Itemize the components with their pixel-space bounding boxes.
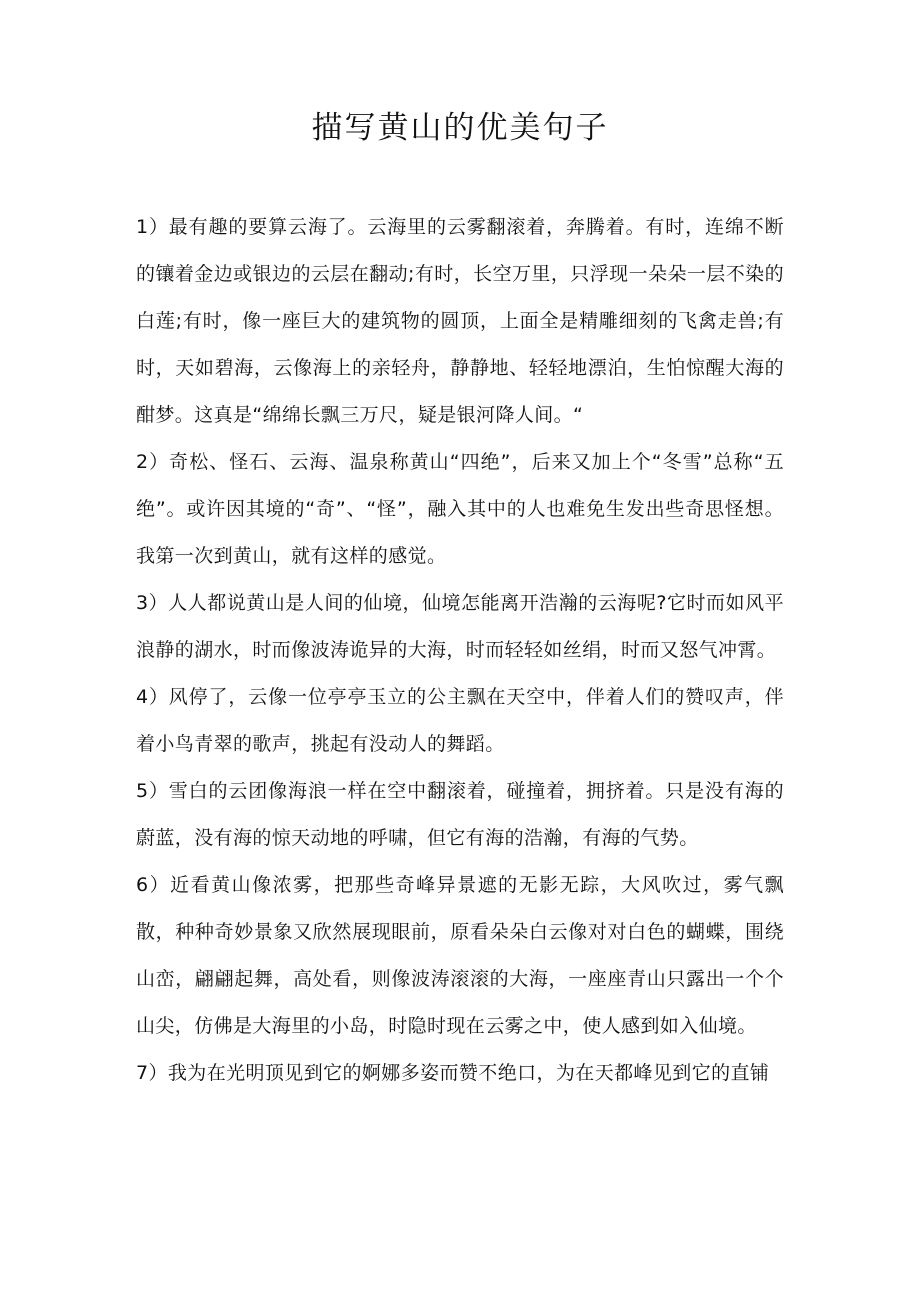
paragraph-2: 2）奇松、怪石、云海、温泉称黄山“四绝”，后来又加上个“冬雪”总称“五绝”。或许因其境的“奇”、“怪”，融入其中的人也难免生发出些奇思怪想。我第一次到黄山，就有这样的感觉。 — [136, 451, 784, 567]
paragraph-4: 4）风停了，云像一位亭亭玉立的公主飘在天空中，伴着人们的赞叹声，伴着小鸟青翠的歌声，挑起有没动人的舞蹈。 — [136, 686, 784, 755]
paragraph-7: 7）我为在光明顶见到它的婀娜多姿而赞不绝口，为在天都峰见到它的直铺 — [136, 1062, 770, 1084]
paragraph-3: 3）人人都说黄山是人间的仙境，仙境怎能离开浩瀚的云海呢?它时而如风平浪静的湖水，时而像波涛诡异的大海，时而轻轻如丝绢，时而又怒气冲霄。 — [136, 592, 784, 661]
paragraph-1: 1）最有趣的要算云海了。云海里的云雾翻滚着，奔腾着。有时，连绵不断的镶着金边或银边的云层在翻动;有时，长空万里，只浮现一朵朵一层不染的白莲;有时，像一座巨大的建筑物的圆顶，上面全是精雕细刻的飞禽走兽;有时，天如碧海，云像海上的亲轻舟，静静地、轻轻地漂泊，生怕惊醒大海的酣梦。这真是“绵绵长飘三万尺，疑是银河降人间。“ — [136, 216, 784, 426]
document-body — [136, 204, 784, 1097]
paragraph-5: 5）雪白的云团像海浪一样在空中翻滚着，碰撞着，拥挤着。只是没有海的蔚蓝，没有海的惊天动地的呼啸，但它有海的浩瀚，有海的气势。 — [136, 780, 784, 849]
page-title: 描写黄山的优美句子 — [311, 110, 609, 146]
paragraph-6: 6）近看黄山像浓雾，把那些奇峰异景遮的无影无踪，大风吹过，雾气飘散，种种奇妙景象又欣然展现眼前，原看朵朵白云像对对白色的蝴蝶，围绕山峦，翩翩起舞，高处看，则像波涛滚滚的大海，一座座青山只露出一个个山尖，仿佛是大海里的小岛，时隐时现在云雾之中，使人感到如入仙境。 — [136, 874, 784, 1037]
